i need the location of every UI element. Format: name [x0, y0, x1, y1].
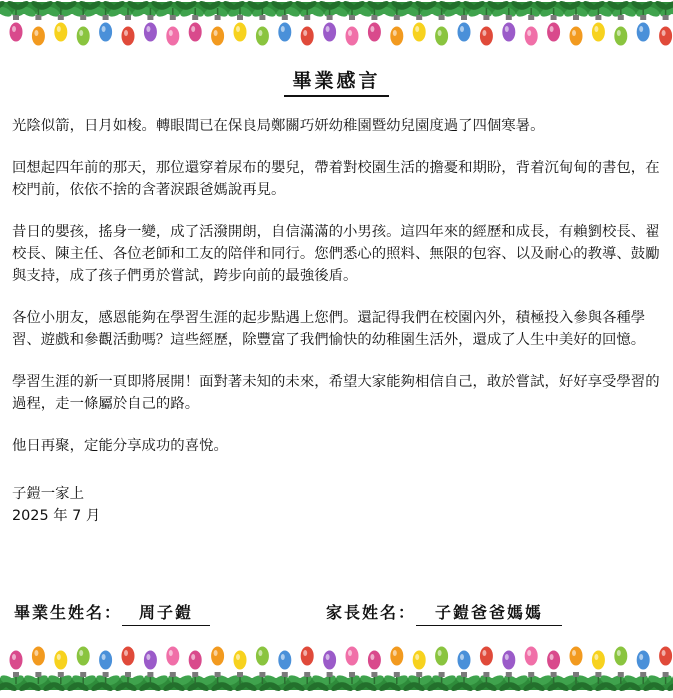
christmas-lights-garland-icon — [0, 632, 673, 692]
bottom-garland — [0, 632, 673, 692]
top-garland — [0, 0, 673, 60]
graduate-name-label: 畢業生姓名： — [14, 603, 123, 622]
title-text: 畢業感言 — [284, 70, 388, 97]
paragraph: 他日再聚，定能分享成功的喜悅。 — [12, 438, 228, 454]
paragraph: 昔日的嬰孩，搖身一變，成了活潑開朗，自信滿滿的小男孩。這四年來的經歷和成長，有賴劉校長、翟校長、陳主任、各位老師和工友的陪伴和同行。您們悉心的照料、無限的包容、以及耐心的教導、鼓勵與支持，成了孩子們勇於嘗試，跨步向前的最強後盾。 — [12, 224, 660, 284]
graduate-name-group — [14, 600, 210, 626]
signature-block — [12, 483, 664, 527]
parent-name-value: 子鎧爸爸媽媽 — [416, 600, 562, 626]
signature-date: 2025 年 7 月 — [12, 508, 101, 524]
signature-from: 子鎧一家上 — [12, 486, 84, 502]
letter-body — [12, 115, 664, 527]
paragraph: 回想起四年前的那天，那位還穿着尿布的嬰兒，帶着對校園生活的擔憂和期盼，背着沉甸甸的書包，在校門前，依依不捨的含著淚跟爸媽說再見。 — [12, 160, 660, 198]
graduate-name-value: 周子鎧 — [122, 600, 210, 626]
parent-name-label: 家長姓名： — [326, 603, 417, 622]
page-title — [0, 66, 673, 93]
paragraph: 學習生涯的新一頁即將展開！面對著未知的未來，希望大家能夠相信自己，敢於嘗試，好好享受學習的過程，走一條屬於自己的路。 — [12, 374, 660, 412]
paragraph: 各位小朋友，感恩能夠在學習生涯的起步點遇上您們。還記得我們在校園內外，積極投入參與各種學習、遊戲和參觀活動嗎？這些經歷，除豐富了我們愉快的幼稚園生活外，還成了人生中美好的回憶。 — [12, 310, 646, 348]
paragraph: 光陰似箭，日月如梭。轉眼間已在保良局鄭關巧妍幼稚園暨幼兒園度過了四個寒暑。 — [12, 118, 545, 134]
parent-name-group — [326, 600, 562, 626]
christmas-lights-garland-icon — [0, 0, 673, 60]
